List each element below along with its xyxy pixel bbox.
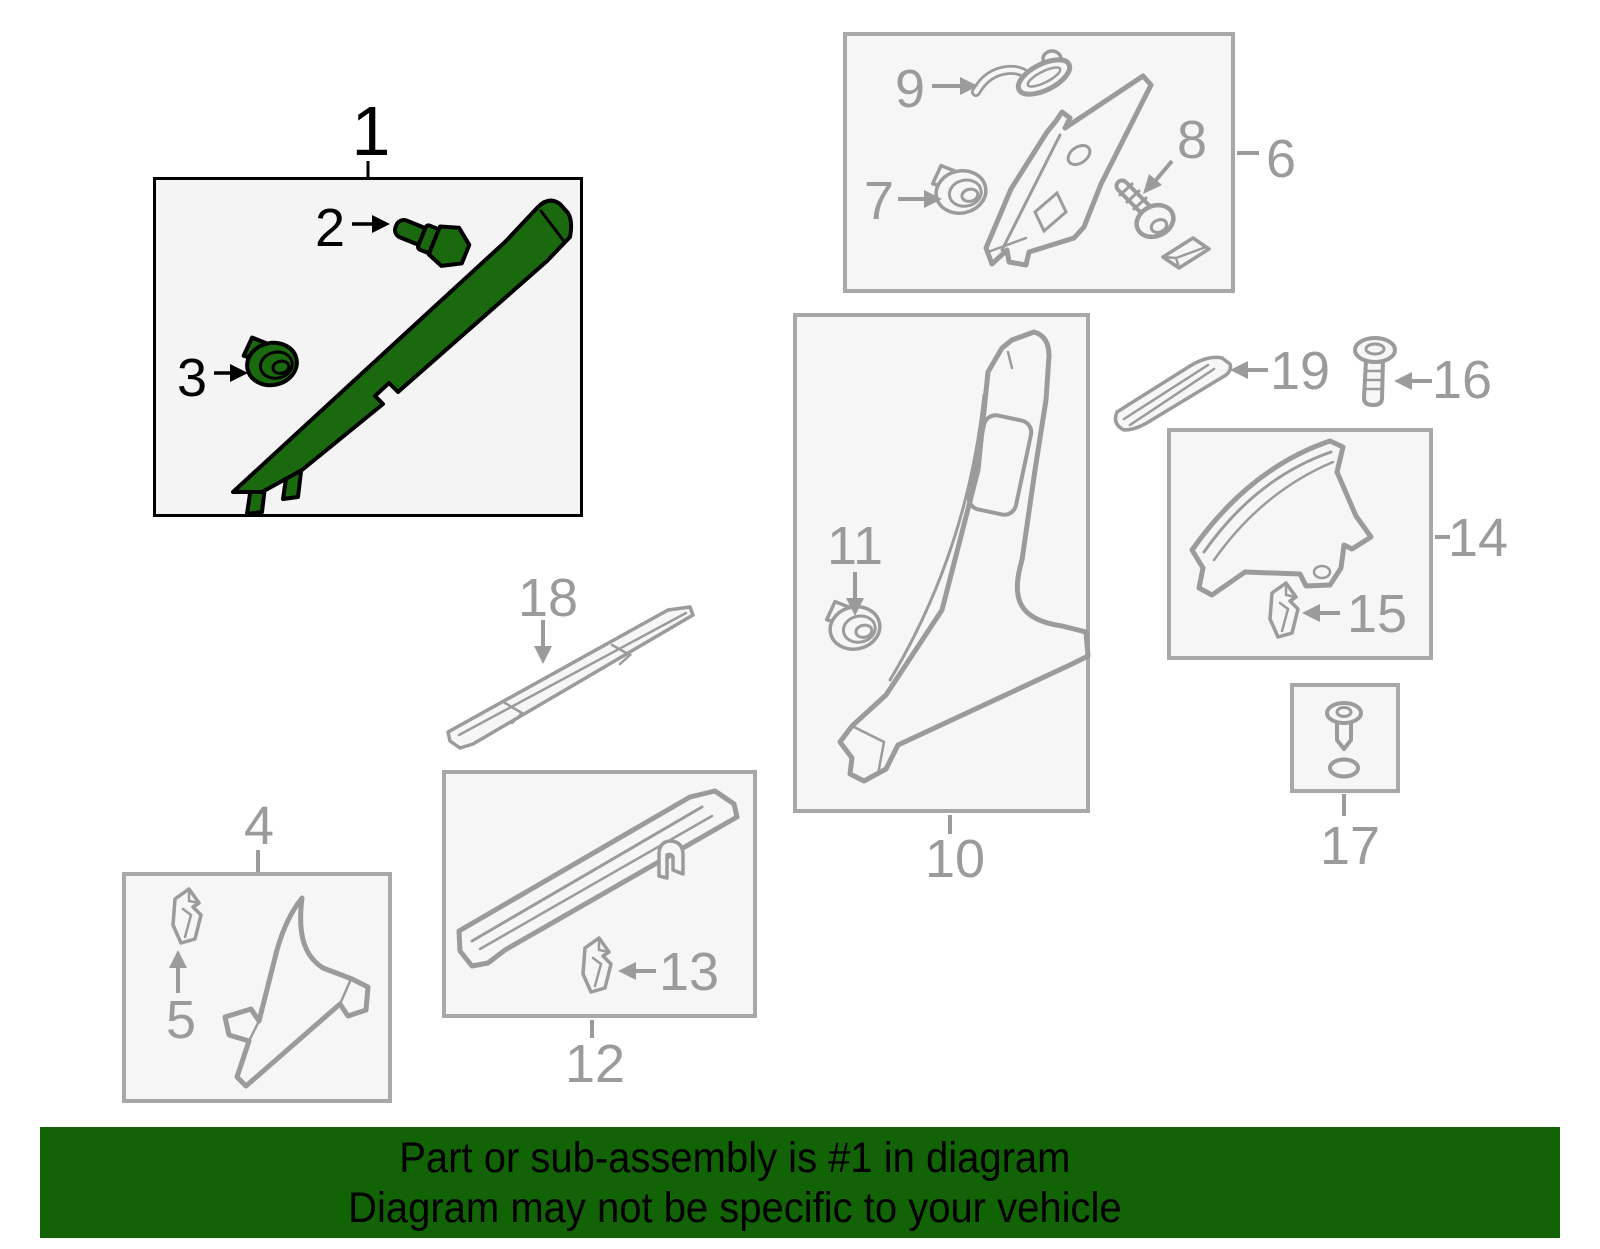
notice-banner	[40, 1127, 1560, 1238]
part-label-8: 8	[1176, 110, 1208, 170]
part-label-5: 5	[165, 990, 197, 1050]
part-label-18: 18	[517, 568, 579, 628]
part-17-fastener-drawing	[1327, 703, 1361, 777]
part-2-bolt-clip-drawing	[389, 206, 474, 273]
part-8-screw-drawing	[1120, 184, 1179, 243]
part-4-cowl-side-trim-drawing	[225, 898, 368, 1086]
part-label-15: 15	[1346, 584, 1408, 644]
part-3-grommet-clip-drawing	[240, 329, 300, 389]
part-label-12: 12	[564, 1034, 626, 1094]
part-18-sill-strip-drawing	[448, 607, 693, 748]
part-label-11: 11	[826, 516, 884, 576]
part-label-4: 4	[243, 796, 275, 856]
part-label-16: 16	[1431, 350, 1493, 410]
part-label-3: 3	[176, 348, 208, 408]
part-label-6: 6	[1265, 129, 1297, 189]
part-6-c-pillar-trim-drawing	[986, 76, 1151, 265]
part-19-trim-strip-drawing	[1116, 357, 1231, 430]
part-6-wedge-pad-drawing	[1163, 238, 1209, 268]
part-label-7: 7	[863, 171, 895, 231]
banner-line-2: Diagram may not be specific to your vehicle	[348, 1183, 1122, 1232]
banner-line-1: Part or sub-assembly is #1 in diagram	[399, 1133, 1071, 1182]
part-label-17: 17	[1319, 816, 1381, 876]
part-label-2: 2	[314, 198, 346, 258]
part-5-clip-drawing	[173, 889, 201, 943]
arrow-to-part-13	[618, 962, 656, 980]
part-label-13: 13	[658, 942, 720, 1002]
part-label-19: 19	[1269, 341, 1331, 401]
arrow-to-part-5	[169, 950, 187, 993]
part-label-9: 9	[894, 59, 926, 119]
part-label-14: 14	[1447, 508, 1509, 568]
part-7-grommet-drawing	[929, 157, 989, 217]
arrow-to-part-15	[1302, 604, 1340, 622]
part-16-screw-drawing	[1355, 338, 1395, 405]
arrow-to-part-19	[1230, 361, 1268, 379]
part-9-hook-clip-drawing	[976, 51, 1075, 101]
part-13-clip-drawing	[583, 938, 611, 992]
part-label-1: 1	[351, 92, 391, 170]
part-label-10: 10	[924, 829, 986, 889]
part-14-cowl-trim-drawing	[1192, 441, 1371, 595]
part-15-clip-drawing	[1270, 583, 1298, 637]
